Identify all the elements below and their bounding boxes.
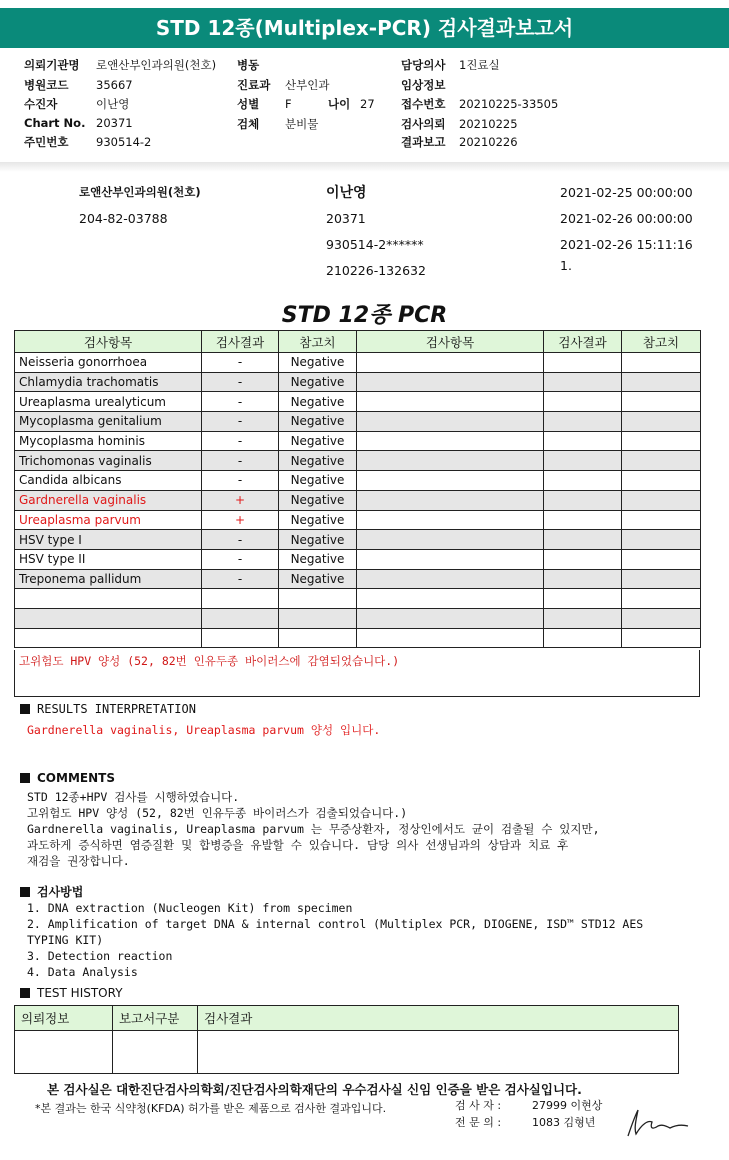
specialist-label: 전 문 의 : <box>455 1116 502 1129</box>
history-empty-row <box>15 1031 679 1074</box>
test-item: Candida albicans <box>15 471 202 491</box>
test-item: Mycoplasma hominis <box>15 431 202 451</box>
test-result-2 <box>544 549 622 569</box>
info-patient: 이난영 <box>326 185 367 201</box>
table-row <box>15 451 701 471</box>
test-result <box>202 589 279 609</box>
table-row <box>15 490 701 510</box>
method-line: 1. DNA extraction (Nucleogen Kit) from specimen <box>27 901 353 915</box>
header-label: 성별 <box>237 97 260 111</box>
test-item-2 <box>357 549 544 569</box>
note-box <box>14 650 700 697</box>
header-value: 로앤산부인과의원(천호) <box>96 58 217 72</box>
hpv-note: 고위험도 HPV 양성 (52, 82번 인유두종 바이러스에 감염되었습니다.) <box>19 654 400 668</box>
info-date-2: 2021-02-26 00:00:00 <box>560 211 693 226</box>
test-result-2 <box>544 628 622 648</box>
history-col-report-type: 보고서구분 <box>113 1006 198 1031</box>
test-item-2 <box>357 353 544 373</box>
table-row <box>15 530 701 550</box>
test-item-2 <box>357 490 544 510</box>
col-header-reference-2: 참고치 <box>622 331 701 353</box>
test-item-2 <box>357 530 544 550</box>
reference-value: Negative <box>279 451 357 471</box>
method-line: 4. Data Analysis <box>27 965 138 979</box>
results-body <box>15 353 701 648</box>
test-result: - <box>202 471 279 491</box>
header-label: 주민번호 <box>24 135 69 149</box>
kfda-statement: *본 결과는 한국 식약청(KFDA) 허가를 받은 제품으로 검사한 결과입니다. <box>35 1102 387 1115</box>
test-result <box>202 608 279 628</box>
test-item-2 <box>357 412 544 432</box>
comment-line: 재검을 권장합니다. <box>27 854 130 868</box>
results-interpretation-title: RESULTS INTERPRETATION <box>37 702 196 716</box>
square-bullet-icon <box>20 887 30 897</box>
header-value: 이난영 <box>96 97 130 111</box>
reference-value-2 <box>622 412 701 432</box>
table-row-empty <box>15 608 701 628</box>
reference-value-2 <box>622 569 701 589</box>
reference-value: Negative <box>279 392 357 412</box>
certification-statement: 본 검사실은 대한진단검사의학회/진단검사의학재단의 우수검사실 신임 인증을 받은 검사실입니다. <box>47 1082 582 1097</box>
history-cell <box>15 1031 113 1074</box>
header-value: 20210226 <box>459 135 518 149</box>
header-row-rrn <box>24 134 151 150</box>
test-item <box>15 608 202 628</box>
results-interpretation-heading <box>20 702 196 716</box>
col-header-reference: 참고치 <box>279 331 357 353</box>
test-result-2 <box>544 431 622 451</box>
reference-value-2 <box>622 372 701 392</box>
col-header-result-2: 검사결과 <box>544 331 622 353</box>
test-item-2 <box>357 471 544 491</box>
test-item-2 <box>357 510 544 530</box>
reference-value-2 <box>622 608 701 628</box>
square-bullet-icon <box>20 773 30 783</box>
history-header-row <box>15 1006 679 1031</box>
test-result-2 <box>544 372 622 392</box>
header-row-department <box>237 77 329 93</box>
examiner-label: 검 사 자 : <box>455 1099 502 1112</box>
info-date-3: 2021-02-26 15:11:16 <box>560 237 693 252</box>
comment-line: 과도하게 증식하면 염증질환 및 합병증을 유발할 수 있습니다. 담당 의사 선생님과의 상담과 치료 후 <box>27 838 569 852</box>
header-value: 930514-2 <box>96 135 152 149</box>
test-result-2 <box>544 510 622 530</box>
test-result: - <box>202 392 279 412</box>
table-row-empty <box>15 628 701 648</box>
section-title: STD 12종 PCR <box>281 303 448 328</box>
test-item-2 <box>357 628 544 648</box>
test-history-heading <box>20 986 123 1000</box>
test-item-2 <box>357 608 544 628</box>
header-value: 산부인과 <box>285 78 330 92</box>
header-label: 진료과 <box>237 78 271 92</box>
header-label: 검사의뢰 <box>401 117 446 131</box>
col-header-item-2: 검사항목 <box>357 331 544 353</box>
test-history-title: TEST HISTORY <box>37 986 123 1000</box>
test-result: + <box>202 510 279 530</box>
report-title: STD 12종(Multiplex-PCR) 검사결과보고서 <box>0 8 729 48</box>
method-title: 검사방법 <box>37 885 84 899</box>
signature-icon <box>622 1106 692 1140</box>
method-line: TYPING KIT) <box>27 933 104 947</box>
comment-line: 고위험도 HPV 양성 (52, 82번 인유두종 바이러스가 검출되었습니다.) <box>27 806 408 820</box>
test-item: Trichomonas vaginalis <box>15 451 202 471</box>
comments-heading <box>20 771 115 785</box>
col-header-result: 검사결과 <box>202 331 279 353</box>
header-row-age <box>328 96 375 112</box>
test-item: Chlamydia trachomatis <box>15 372 202 392</box>
header-row-ward <box>237 57 285 73</box>
reference-value <box>279 589 357 609</box>
comments-title: COMMENTS <box>37 771 115 785</box>
reference-value: Negative <box>279 549 357 569</box>
test-result: - <box>202 412 279 432</box>
reference-value: Negative <box>279 569 357 589</box>
header-label: 수진자 <box>24 97 58 111</box>
reference-value-2 <box>622 353 701 373</box>
test-item: HSV type II <box>15 549 202 569</box>
reference-value: Negative <box>279 372 357 392</box>
header-label: 의뢰기관명 <box>24 58 80 72</box>
col-header-item: 검사항목 <box>15 331 202 353</box>
reference-value-2 <box>622 471 701 491</box>
info-clinic: 로앤산부인과의원(천호) <box>79 185 201 199</box>
test-result-2 <box>544 471 622 491</box>
header-label: 검체 <box>237 117 260 131</box>
header-label: 병원코드 <box>24 78 69 92</box>
examiner-value: 27999 이현상 <box>532 1099 603 1112</box>
reference-value <box>279 628 357 648</box>
header-label: 임상정보 <box>401 78 446 92</box>
section-divider <box>0 162 729 172</box>
test-item: Treponema pallidum <box>15 569 202 589</box>
info-reception: 210226-132632 <box>326 263 426 278</box>
table-row-empty <box>15 589 701 609</box>
test-result-2 <box>544 490 622 510</box>
test-result-2 <box>544 353 622 373</box>
header-row-request-date <box>401 116 518 132</box>
results-table <box>14 330 701 648</box>
test-item-2 <box>357 569 544 589</box>
header-label: 병동 <box>237 58 260 72</box>
info-date-1: 2021-02-25 00:00:00 <box>560 185 693 200</box>
reference-value-2 <box>622 628 701 648</box>
test-item: Ureaplasma parvum <box>15 510 202 530</box>
reference-value: Negative <box>279 471 357 491</box>
method-heading <box>20 883 83 900</box>
test-result: - <box>202 372 279 392</box>
test-result: - <box>202 451 279 471</box>
reference-value-2 <box>622 530 701 550</box>
reference-value-2 <box>622 392 701 412</box>
test-item-2 <box>357 372 544 392</box>
test-result-2 <box>544 569 622 589</box>
test-result: - <box>202 530 279 550</box>
results-header-row <box>15 331 701 353</box>
info-chart: 20371 <box>326 211 366 226</box>
test-result <box>202 628 279 648</box>
test-result-2 <box>544 608 622 628</box>
header-value: 35667 <box>96 78 133 92</box>
header-row-patient <box>24 96 129 112</box>
reference-value: Negative <box>279 490 357 510</box>
test-result-2 <box>544 451 622 471</box>
results-interpretation-text: Gardnerella vaginalis, Ureaplasma parvum 양성 입니다. <box>27 723 381 737</box>
reference-value-2 <box>622 510 701 530</box>
test-result: - <box>202 569 279 589</box>
header-row-chart <box>24 116 133 130</box>
history-cell <box>113 1031 198 1074</box>
header-value: 27 <box>360 97 375 111</box>
method-line: 2. Amplification of target DNA & internal control (Multiplex PCR, DIOGENE, ISD™ STD12 AES <box>27 917 644 931</box>
reference-value-2 <box>622 589 701 609</box>
test-result: - <box>202 431 279 451</box>
header-value: F <box>285 97 292 111</box>
reference-value-2 <box>622 451 701 471</box>
reference-value-2 <box>622 490 701 510</box>
test-result-2 <box>544 589 622 609</box>
test-item <box>15 628 202 648</box>
table-row <box>15 510 701 530</box>
test-result: - <box>202 549 279 569</box>
test-item <box>15 589 202 609</box>
history-col-request-info: 의뢰정보 <box>15 1006 113 1031</box>
table-row <box>15 372 701 392</box>
reference-value-2 <box>622 431 701 451</box>
header-row-doctor <box>401 57 500 73</box>
header-value: 1진료실 <box>459 58 500 72</box>
test-history-table <box>14 1005 679 1074</box>
info-business-no: 204-82-03788 <box>79 211 168 226</box>
specialist-value: 1083 김형년 <box>532 1116 596 1129</box>
test-item-2 <box>357 589 544 609</box>
reference-value: Negative <box>279 530 357 550</box>
test-result-2 <box>544 392 622 412</box>
test-item: HSV type I <box>15 530 202 550</box>
table-row <box>15 471 701 491</box>
test-item: Ureaplasma urealyticum <box>15 392 202 412</box>
reference-value: Negative <box>279 510 357 530</box>
header-row-specimen <box>237 116 318 132</box>
header-value: 20371 <box>96 116 133 130</box>
header-row-clinical-info <box>401 77 459 93</box>
reference-value: Negative <box>279 353 357 373</box>
test-result: + <box>202 490 279 510</box>
header-label: 나이 <box>328 97 351 111</box>
info-rrn: 930514-2****** <box>326 237 424 252</box>
header-value: 분비물 <box>285 117 319 131</box>
history-col-result: 검사결과 <box>198 1006 679 1031</box>
method-line: 3. Detection reaction <box>27 949 173 963</box>
header-row-sex <box>237 96 292 112</box>
reference-value <box>279 608 357 628</box>
square-bullet-icon <box>20 988 30 998</box>
header-label: 담당의사 <box>401 58 446 72</box>
test-item-2 <box>357 392 544 412</box>
reference-value: Negative <box>279 431 357 451</box>
header-row-report-date <box>401 134 518 150</box>
header-row-reception-no <box>401 96 558 112</box>
header-label: Chart No. <box>24 116 86 130</box>
test-item: Gardnerella vaginalis <box>15 490 202 510</box>
header-label: 결과보고 <box>401 135 446 149</box>
table-row <box>15 392 701 412</box>
test-item-2 <box>357 431 544 451</box>
history-cell <box>198 1031 679 1074</box>
table-row <box>15 569 701 589</box>
comment-line: Gardnerella vaginalis, Ureaplasma parvum 는 무증상환자, 정상인에서도 균이 검출될 수 있지만, <box>27 822 600 836</box>
square-bullet-icon <box>20 704 30 714</box>
reference-value-2 <box>622 549 701 569</box>
test-item-2 <box>357 451 544 471</box>
table-row <box>15 353 701 373</box>
header-value: 20210225 <box>459 117 518 131</box>
header-row-hospital-code <box>24 77 133 93</box>
header-label: 접수번호 <box>401 97 446 111</box>
table-row <box>15 431 701 451</box>
test-item: Neisseria gonorrhoea <box>15 353 202 373</box>
test-result-2 <box>544 412 622 432</box>
reference-value: Negative <box>279 412 357 432</box>
header-row-clinic <box>24 57 216 73</box>
header-value: 20210225-33505 <box>459 97 559 111</box>
test-result-2 <box>544 530 622 550</box>
comment-line: STD 12종+HPV 검사를 시행하였습니다. <box>27 790 240 804</box>
table-row <box>15 412 701 432</box>
table-row <box>15 549 701 569</box>
info-date-3-cont: 1. <box>560 258 572 273</box>
test-item: Mycoplasma genitalium <box>15 412 202 432</box>
test-result: - <box>202 353 279 373</box>
